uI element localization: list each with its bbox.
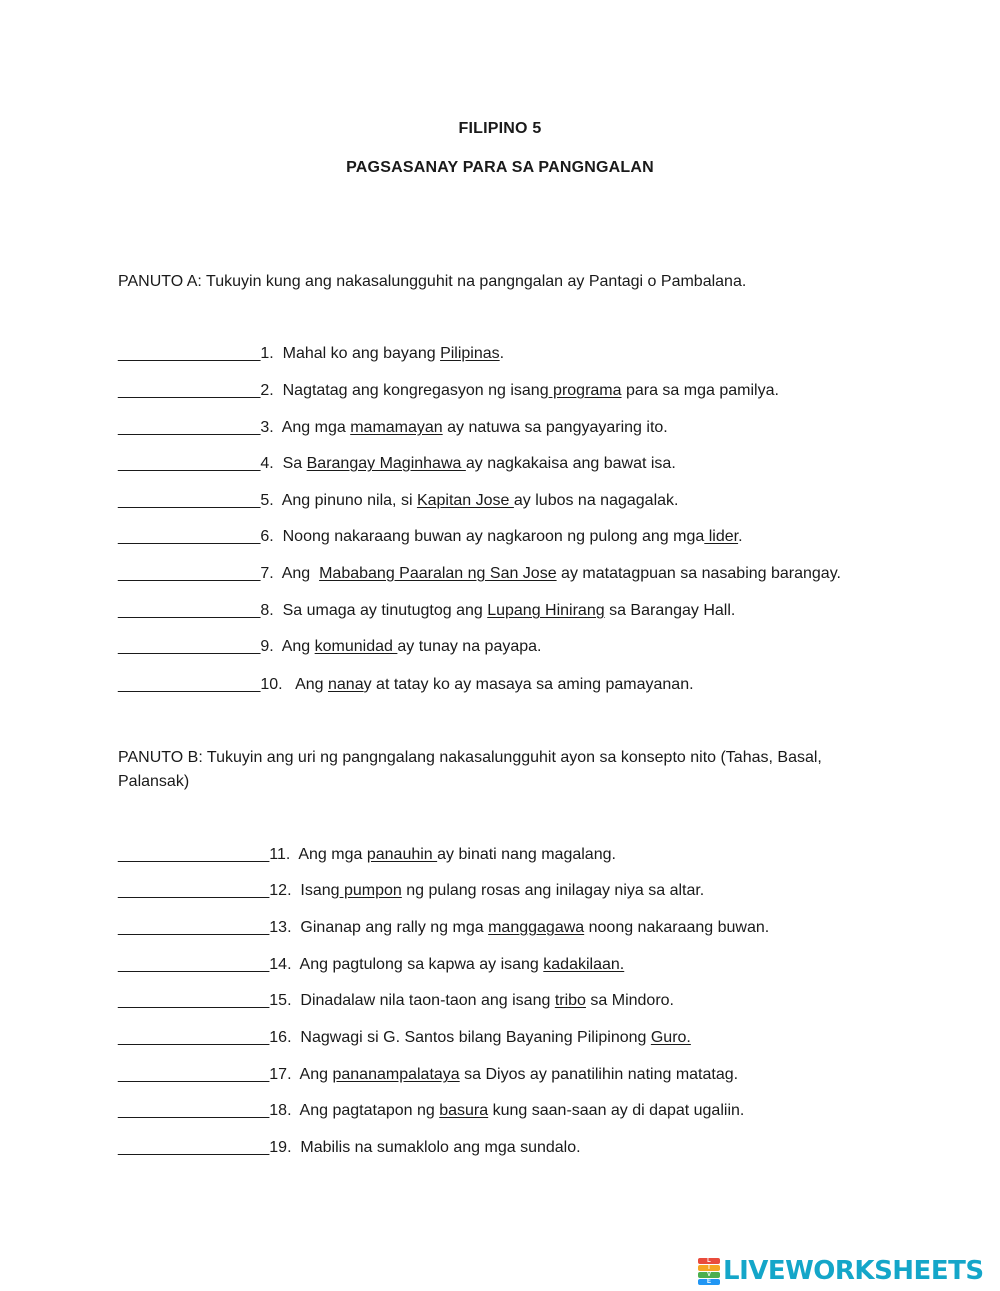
answer-blank[interactable]: _________________	[118, 1029, 270, 1046]
question-number: 3.	[260, 419, 274, 436]
question-text-end: ay natuwa sa pangyayaring ito.	[442, 419, 668, 436]
question-number: 8.	[260, 602, 274, 619]
answer-blank[interactable]: ________________	[118, 676, 261, 693]
answer-blank[interactable]: _________________	[118, 1102, 270, 1119]
question-text-end: ng pulang rosas ang inilagay niya sa altar.	[401, 882, 705, 899]
underlined-noun: Pilipinas	[440, 345, 500, 362]
question-number: 11.	[269, 846, 291, 863]
question-text-end: sa Mindoro.	[585, 992, 674, 1009]
answer-blank[interactable]: _________________	[118, 919, 270, 936]
underlined-noun: Lupang Hinirang	[487, 602, 605, 619]
question-item	[118, 1102, 744, 1120]
question-item	[118, 419, 668, 437]
answer-blank[interactable]: _________________	[118, 992, 270, 1009]
question-number: 10.	[260, 676, 283, 693]
answer-blank[interactable]: ________________	[118, 455, 261, 472]
answer-blank[interactable]: ________________	[118, 638, 261, 655]
underlined-noun: pananampalataya	[332, 1066, 460, 1083]
question-item	[118, 1029, 691, 1047]
question-text-end: y at tatay ko ay masaya sa aming pamayanan.	[363, 676, 694, 693]
question-text: Ang mga	[281, 419, 351, 436]
question-text: Isang	[300, 882, 340, 899]
underlined-noun: tribo	[554, 992, 586, 1009]
underlined-noun: Mababang Paaralan ng San Jose	[319, 565, 557, 582]
question-number: 4.	[260, 455, 274, 472]
underlined-noun: kadakilaan.	[543, 956, 625, 973]
answer-blank[interactable]: ________________	[118, 492, 261, 509]
answer-blank[interactable]: ________________	[118, 565, 261, 582]
question-item	[118, 455, 676, 473]
question-text: Nagwagi si G. Santos bilang Bayaning Pilipinong	[300, 1029, 651, 1046]
answer-blank[interactable]: ________________	[118, 602, 261, 619]
question-text: Ang pinuno nila, si	[281, 492, 417, 509]
question-item	[118, 565, 841, 583]
question-item	[118, 956, 624, 974]
question-text-end: sa Diyos ay panatilihin nating matatag.	[459, 1066, 739, 1083]
answer-blank[interactable]: ________________	[118, 345, 261, 362]
question-item	[118, 638, 541, 656]
question-item	[118, 676, 694, 694]
answer-blank[interactable]: _________________	[118, 956, 270, 973]
subject-title: FILIPINO 5	[458, 120, 542, 137]
question-text-end: ay tunay na payapa.	[397, 638, 542, 655]
question-text-end: ay lubos na nagagalak.	[513, 492, 679, 509]
question-number: 16.	[269, 1029, 292, 1046]
question-text: Ang pagtulong sa kapwa ay isang	[299, 956, 544, 973]
question-text-end: .	[738, 528, 743, 545]
question-item	[118, 882, 704, 900]
question-text-end: ay nagkakaisa ang bawat isa.	[465, 455, 676, 472]
question-number: 2.	[260, 382, 274, 399]
logo-mark-icon	[698, 1258, 720, 1285]
question-text: Ang	[291, 676, 328, 693]
answer-blank[interactable]: _________________	[118, 1066, 270, 1083]
question-text: Noong nakaraang buwan ay nagkaroon ng pulong ang mga	[282, 528, 705, 545]
question-number: 6.	[260, 528, 274, 545]
answer-blank[interactable]: ________________	[118, 382, 261, 399]
question-number: 17.	[269, 1066, 292, 1083]
underlined-noun: basura	[439, 1102, 489, 1119]
underlined-noun: lider	[704, 528, 739, 545]
question-text-end: noong nakaraang buwan.	[584, 919, 770, 936]
underlined-noun: Barangay Maginhawa	[306, 455, 466, 472]
answer-blank[interactable]: _________________	[118, 846, 270, 863]
question-number: 12.	[269, 882, 292, 899]
logo-letter-v: V	[698, 1272, 720, 1278]
answer-blank[interactable]: _________________	[118, 882, 270, 899]
question-text: Mahal ko ang bayang	[282, 345, 441, 362]
underlined-noun: manggagawa	[488, 919, 585, 936]
question-number: 9.	[260, 638, 274, 655]
question-number: 7.	[260, 565, 274, 582]
question-text: Sa	[282, 455, 307, 472]
underlined-noun: Guro.	[650, 1029, 691, 1046]
question-number: 14.	[269, 956, 292, 973]
question-text-end: ay binati nang magalang.	[437, 846, 616, 863]
question-item	[118, 345, 504, 363]
liveworksheets-logo	[698, 1256, 984, 1286]
question-text: Dinadalaw nila taon-taon ang isang	[300, 992, 555, 1009]
question-item	[118, 492, 678, 510]
question-item	[118, 1139, 581, 1157]
question-text: Ang	[281, 565, 320, 582]
question-text-end: ay matatagpuan sa nasabing barangay.	[556, 565, 841, 582]
question-item	[118, 382, 779, 400]
question-number: 5.	[260, 492, 274, 509]
page-title: PAGSASANAY PARA SA PANGNGALAN	[346, 159, 654, 176]
question-item	[118, 992, 674, 1010]
instruction-a: PANUTO A: Tukuyin kung ang nakasalungguhit na pangngalan ay Pantagi o Pambalana.	[118, 273, 747, 290]
question-item	[118, 1066, 738, 1084]
question-text: Sa umaga ay tinutugtog ang	[282, 602, 488, 619]
underlined-noun: programa	[548, 382, 622, 399]
answer-blank[interactable]: _________________	[118, 1139, 270, 1156]
question-text-end: sa Barangay Hall.	[604, 602, 736, 619]
question-number: 18.	[269, 1102, 292, 1119]
underlined-noun: Kapitan Jose	[416, 492, 514, 509]
instruction-b: PANUTO B: Tukuyin ang uri ng pangngalang nakasalungguhit ayon sa konsepto nito (Tahas, Basal, Palansak)	[118, 749, 822, 790]
question-text: Ang mga	[298, 846, 367, 863]
question-item	[118, 846, 616, 864]
logo-letter-e: E	[698, 1279, 720, 1285]
logo-letter-i: I	[698, 1265, 720, 1271]
question-number: 1.	[260, 345, 274, 362]
question-text-end: para sa mga pamilya.	[621, 382, 779, 399]
question-text: Nagtatag ang kongregasyon ng isang	[282, 382, 549, 399]
question-number: 13.	[269, 919, 292, 936]
question-item	[118, 528, 743, 546]
question-text-end: kung saan-saan ay di dapat ugaliin.	[488, 1102, 745, 1119]
underlined-noun: mamamayan	[350, 419, 443, 436]
answer-blank[interactable]: ________________	[118, 419, 261, 436]
underlined-noun: nana	[328, 676, 364, 693]
question-text: Mabilis na sumaklolo ang mga sundalo.	[300, 1139, 581, 1156]
answer-blank[interactable]: ________________	[118, 528, 261, 545]
question-text: Ginanap ang rally ng mga	[300, 919, 489, 936]
underlined-noun: komunidad	[314, 638, 398, 655]
question-number: 19.	[269, 1139, 292, 1156]
question-number: 15.	[269, 992, 292, 1009]
question-text: Ang	[299, 1066, 333, 1083]
question-item	[118, 602, 735, 620]
question-text: Ang	[281, 638, 315, 655]
logo-letter-l: L	[698, 1258, 720, 1264]
underlined-noun: panauhin	[366, 846, 438, 863]
question-item	[118, 919, 769, 937]
question-text: Ang pagtatapon ng	[299, 1102, 440, 1119]
question-text-end: .	[499, 345, 505, 362]
underlined-noun: pumpon	[339, 882, 402, 899]
logo-text: LIVEWORKSHEETS	[723, 1256, 984, 1286]
